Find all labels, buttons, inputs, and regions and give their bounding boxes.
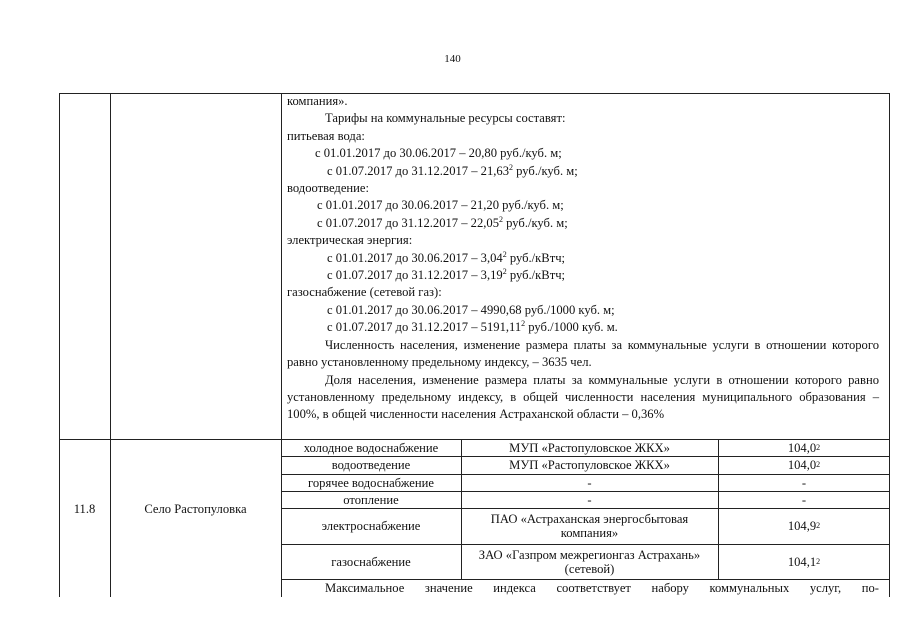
provider-name: - xyxy=(587,475,592,490)
service-name: отопление xyxy=(343,492,399,507)
index-value: - xyxy=(801,492,807,507)
text-line: с 01.01.2017 до 30.06.2017 – 3,04$^2$ руб./кВтч; xyxy=(327,249,566,265)
text-line: с 01.07.2017 до 31.12.2017 – 22,05$^2$ руб./куб. м; xyxy=(317,214,568,230)
text-line: компания». xyxy=(287,94,348,108)
service-name: водоотведение xyxy=(331,458,411,472)
index-value: 104,0 2 xyxy=(787,458,821,472)
service-name: горячее водоснабжение xyxy=(308,475,434,490)
population-paragraph: Численность населения, изменение размера платы за коммунальные услуги в отношении которого равно установленному предельному индексу, – 3635 чел. xyxy=(287,337,879,370)
text-line: Тарифы на коммунальные ресурсы составят: xyxy=(325,111,566,126)
service-name: электроснабжение xyxy=(321,519,421,533)
text-line: с 01.01.2017 до 30.06.2017 – 21,20 руб./куб. м; xyxy=(317,198,564,213)
service-name: холодное водоснабжение xyxy=(303,440,439,455)
provider-name: МУП «Растопуловское ЖКХ» xyxy=(509,458,670,472)
text-line: с 01.07.2017 до 31.12.2017 – 21,63$^2$ руб./куб. м; xyxy=(327,162,578,178)
settlement-name: Село Растопуловка xyxy=(144,502,247,516)
footer-text: Максимальное значение индекса соответствует набору коммунальных услуг, по- xyxy=(325,581,879,595)
provider-name: ПАО «Астраханская энергосбытовая компания» xyxy=(490,512,689,540)
text-line: с 01.07.2017 до 31.12.2017 – 3,19$^2$ руб./кВтч; xyxy=(327,267,566,283)
tariffs-text-block xyxy=(287,93,879,424)
text-line: с 01.07.2017 до 31.12.2017 – 5191,11$^2$ руб./1000 куб. м. xyxy=(327,319,618,335)
text-line: газоснабжение (сетевой газ): xyxy=(287,285,442,300)
index-value: - xyxy=(801,475,807,490)
provider-name: МУП «Растопуловское ЖКХ» xyxy=(509,440,670,455)
page-number: 140 xyxy=(444,53,461,65)
share-paragraph: Доля населения, изменение размера платы за коммунальные услуги в отношении которого равно установленному предельному индексу, в общей численности населения муниципального образования – 100%, в общей численности населения Астраханской области – 0,36% xyxy=(287,372,879,422)
service-name: газоснабжение xyxy=(331,554,411,569)
index-value: 104,9 2 xyxy=(787,519,821,533)
provider-name: - xyxy=(587,492,592,507)
text-line: с 01.01.2017 до 30.06.2017 – 4990,68 руб./1000 куб. м; xyxy=(327,302,615,317)
text-line: водоотведение: xyxy=(287,181,369,196)
row-number: 11.8 xyxy=(73,502,96,516)
text-line: питьевая вода: xyxy=(287,128,365,143)
index-value: 104,1 2 xyxy=(787,554,821,569)
provider-name: ЗАО «Газпром межрегионгаз Астрахань» (сетевой) xyxy=(478,547,701,576)
text-line: с 01.01.2017 до 30.06.2017 – 20,80 руб./куб. м; xyxy=(315,146,562,161)
text-line: электрическая энергия: xyxy=(287,233,413,248)
index-value: 104,0 2 xyxy=(787,440,821,455)
